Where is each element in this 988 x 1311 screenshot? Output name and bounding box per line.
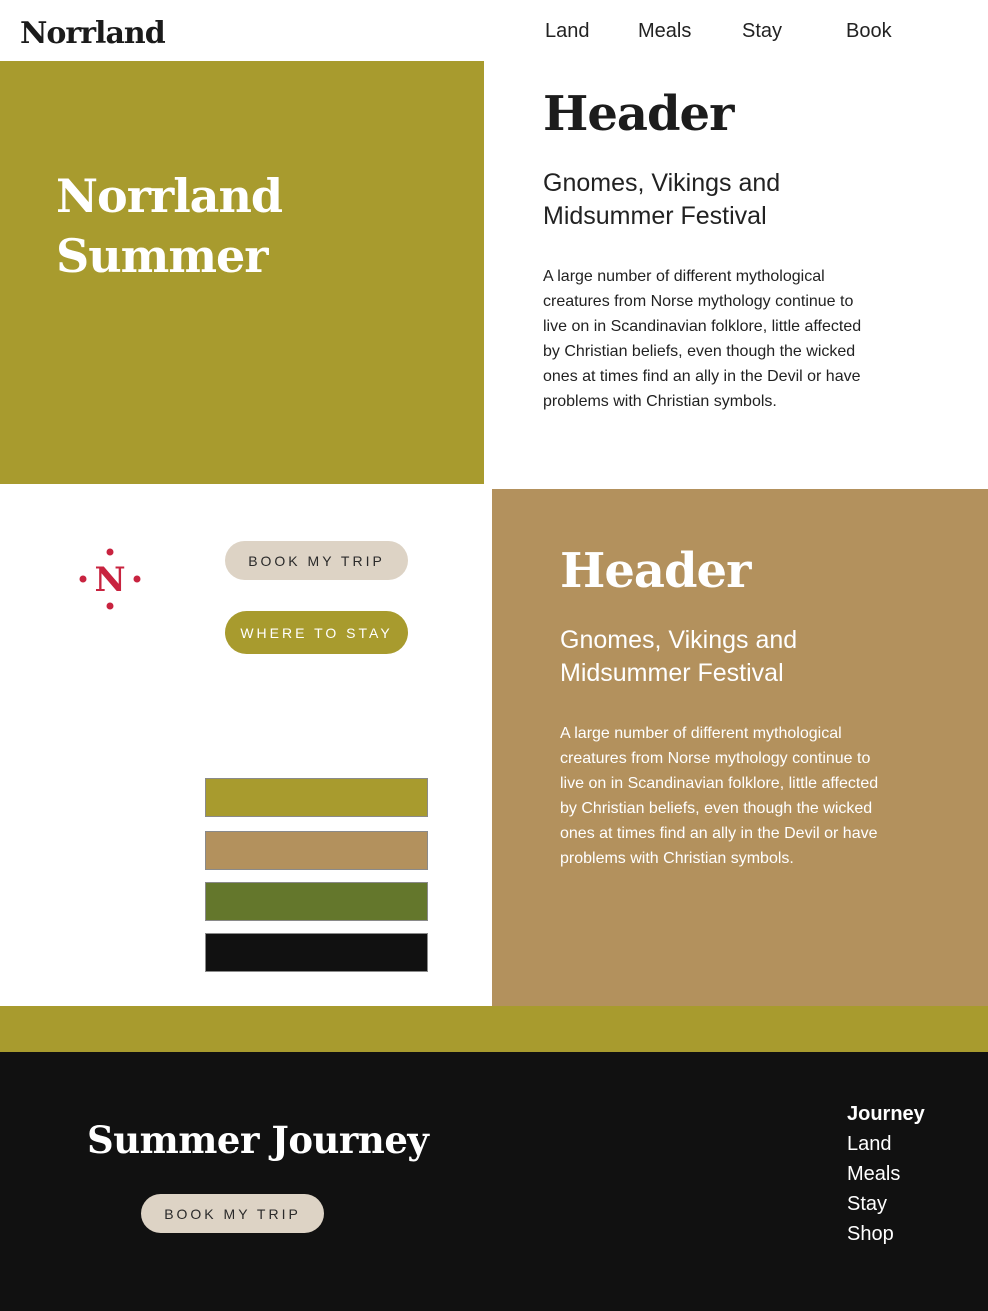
section2-subheader: Gnomes, Vikings and Midsummer Festival bbox=[560, 626, 798, 687]
book-my-trip-button[interactable]: BOOK MY TRIP bbox=[225, 541, 408, 580]
nav-item-land[interactable]: Land bbox=[545, 20, 590, 42]
section1-subheader: Gnomes, Vikings and Midsummer Festival bbox=[543, 169, 781, 230]
norrland-emblem-icon bbox=[78, 547, 142, 611]
nav-item-stay[interactable]: Stay bbox=[742, 20, 783, 42]
olive-divider-strip bbox=[0, 1006, 988, 1052]
section2-body: A large number of different mythological creatures from Norse mythology continue to live on in Scandinavian folklore, little affected by Christian beliefs, even though the wicked ones at times find an ally in the Devil or have problems with Christian symbols. bbox=[560, 725, 879, 867]
hero-title-line1: Norrland bbox=[56, 169, 283, 223]
emblem-dot-left bbox=[80, 576, 87, 583]
hero-title-line2: Summer bbox=[56, 229, 268, 283]
swatch-olive bbox=[205, 778, 428, 817]
footer-title: Summer Journey bbox=[87, 1118, 429, 1162]
section1-header: Header bbox=[543, 86, 734, 142]
footer-link-shop[interactable]: Shop bbox=[847, 1223, 894, 1245]
nav-item-book[interactable]: Book bbox=[846, 20, 892, 42]
where-to-stay-button[interactable]: WHERE TO STAY bbox=[225, 611, 408, 654]
swatch-black bbox=[205, 933, 428, 972]
footer-link-land[interactable]: Land bbox=[847, 1133, 892, 1155]
section2-header: Header bbox=[560, 543, 751, 599]
emblem-letter: N bbox=[94, 560, 126, 600]
footer-link-meals[interactable]: Meals bbox=[847, 1163, 901, 1185]
footer-link-journey[interactable]: Journey bbox=[847, 1103, 925, 1125]
emblem-dot-right bbox=[134, 576, 141, 583]
section1-body: A large number of different mythological creatures from Norse mythology continue to live on in Scandinavian folklore, little affected by Christian beliefs, even though the wicked ones at times find an ally in the Devil or have problems with Christian symbols. bbox=[543, 268, 862, 410]
footer-book-my-trip-button[interactable]: BOOK MY TRIP bbox=[141, 1194, 324, 1233]
nav-item-meals[interactable]: Meals bbox=[638, 20, 692, 42]
footer-link-stay[interactable]: Stay bbox=[847, 1193, 888, 1215]
emblem-dot-top bbox=[107, 549, 114, 556]
swatch-green bbox=[205, 882, 428, 921]
emblem-dot-bottom bbox=[107, 603, 114, 610]
footer bbox=[0, 1052, 988, 1311]
hero-title bbox=[56, 166, 282, 286]
logo[interactable]: Norrland bbox=[20, 16, 165, 51]
swatch-tan bbox=[205, 831, 428, 870]
hero-block bbox=[0, 61, 484, 484]
